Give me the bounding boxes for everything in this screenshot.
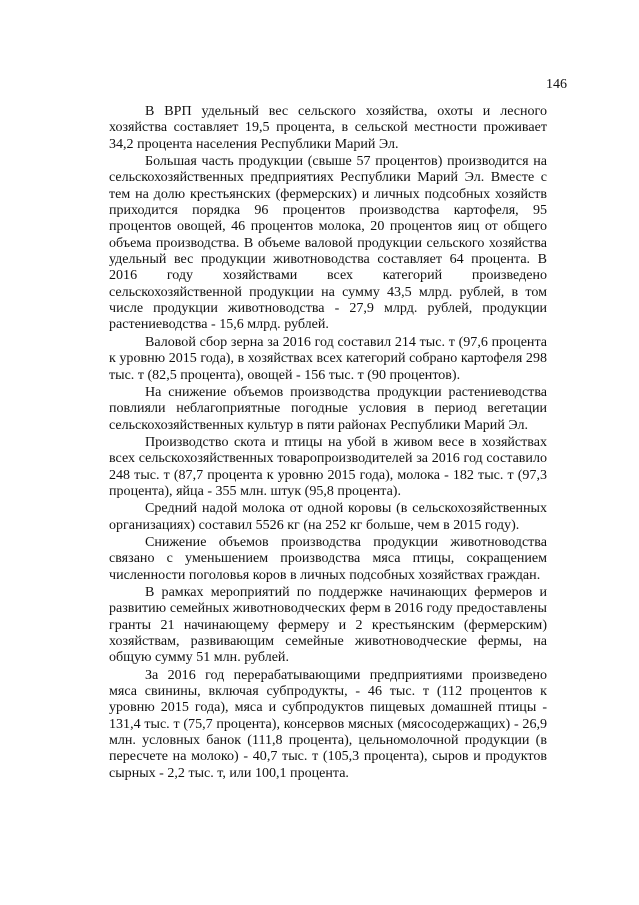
- paragraph: Средний надой молока от одной коровы (в сельскохозяйственных организациях) составил 5526 кг (на 252 кг больше, чем в 2015 году).: [109, 500, 547, 533]
- paragraph: В ВРП удельный вес сельского хозяйства, охоты и лесного хозяйства составляет 19,5 процента, в сельской местности проживает 34,2 процента населения Республики Марий Эл.: [109, 103, 547, 152]
- paragraph: Снижение объемов производства продукции животноводства связано с уменьшением производства мяса птицы, сокращением численности поголовья коров в личных подсобных хозяйствах граждан.: [109, 533, 547, 583]
- paragraph: Производство скота и птицы на убой в живом весе в хозяйствах всех сельскохозяйственных товаропроизводителей за 2016 год составило 248 тыс. т (87,7 процента к уровню 2015 года), молока - 182 тыс. т (97,3 процента), яйца - 355 млн. штук (95,8 процента).: [109, 433, 547, 499]
- document-body: [109, 103, 547, 782]
- paragraph: На снижение объемов производства продукции растениеводства повлияли неблагоприятные погодные условия в период вегетации сельскохозяйственных культур в пяти районах Республики Марий Эл.: [109, 383, 547, 433]
- page-number: 146: [546, 77, 567, 92]
- paragraph: За 2016 год перерабатывающими предприятиями произведено мяса свинины, включая субпродукты, - 46 тыс. т (112 процентов к уровню 2015 года), мяса и субпродуктов пищевых домашней птицы - 131,4 тыс. т (75,7 процента), консервов мясных (мясосодержащих) - 26,9 млн. условных банок (111,8 процента), цельномолочной продукции (в пересчете на молоко) - 40,7 тыс. т (105,3 процента), сыров и продуктов сырных - 2,2 тыс. т, или 100,1 процента.: [109, 666, 547, 781]
- paragraph: Большая часть продукции (свыше 57 процентов) производится на сельскохозяйственных предприятиях Республики Марий Эл. Вместе с тем на долю крестьянских (фермерских) и личных подсобных хозяйств приходится порядка 96 процентов производства картофеля, 95 процентов овощей, 46 процентов молока, 20 процентов яиц от общего объема производства. В объеме валовой продукции сельского хозяйства удельный вес продукции животноводства составляет 64 процента. В 2016 году хозяйствами всех категорий произведено сельскохозяйственной продукции на сумму 43,5 млрд. рублей, в том числе продукции животноводства - 27,9 млрд. рублей, продукции растениеводства - 15,6 млрд. рублей.: [109, 153, 547, 333]
- paragraph: В рамках мероприятий по поддержке начинающих фермеров и развитию семейных животноводческих ферм в 2016 году предоставлены гранты 21 начинающему фермеру и 2 крестьянским (фермерским) хозяйствам, развивающим семейные животноводческие фермы, на общую сумму 51 млн. рублей.: [109, 583, 547, 666]
- paragraph: Валовой сбор зерна за 2016 год составил 214 тыс. т (97,6 процента к уровню 2015 года), в хозяйствах всех категорий собрано картофеля 298 тыс. т (82,5 процента), овощей - 156 тыс. т (90 процентов).: [109, 333, 547, 383]
